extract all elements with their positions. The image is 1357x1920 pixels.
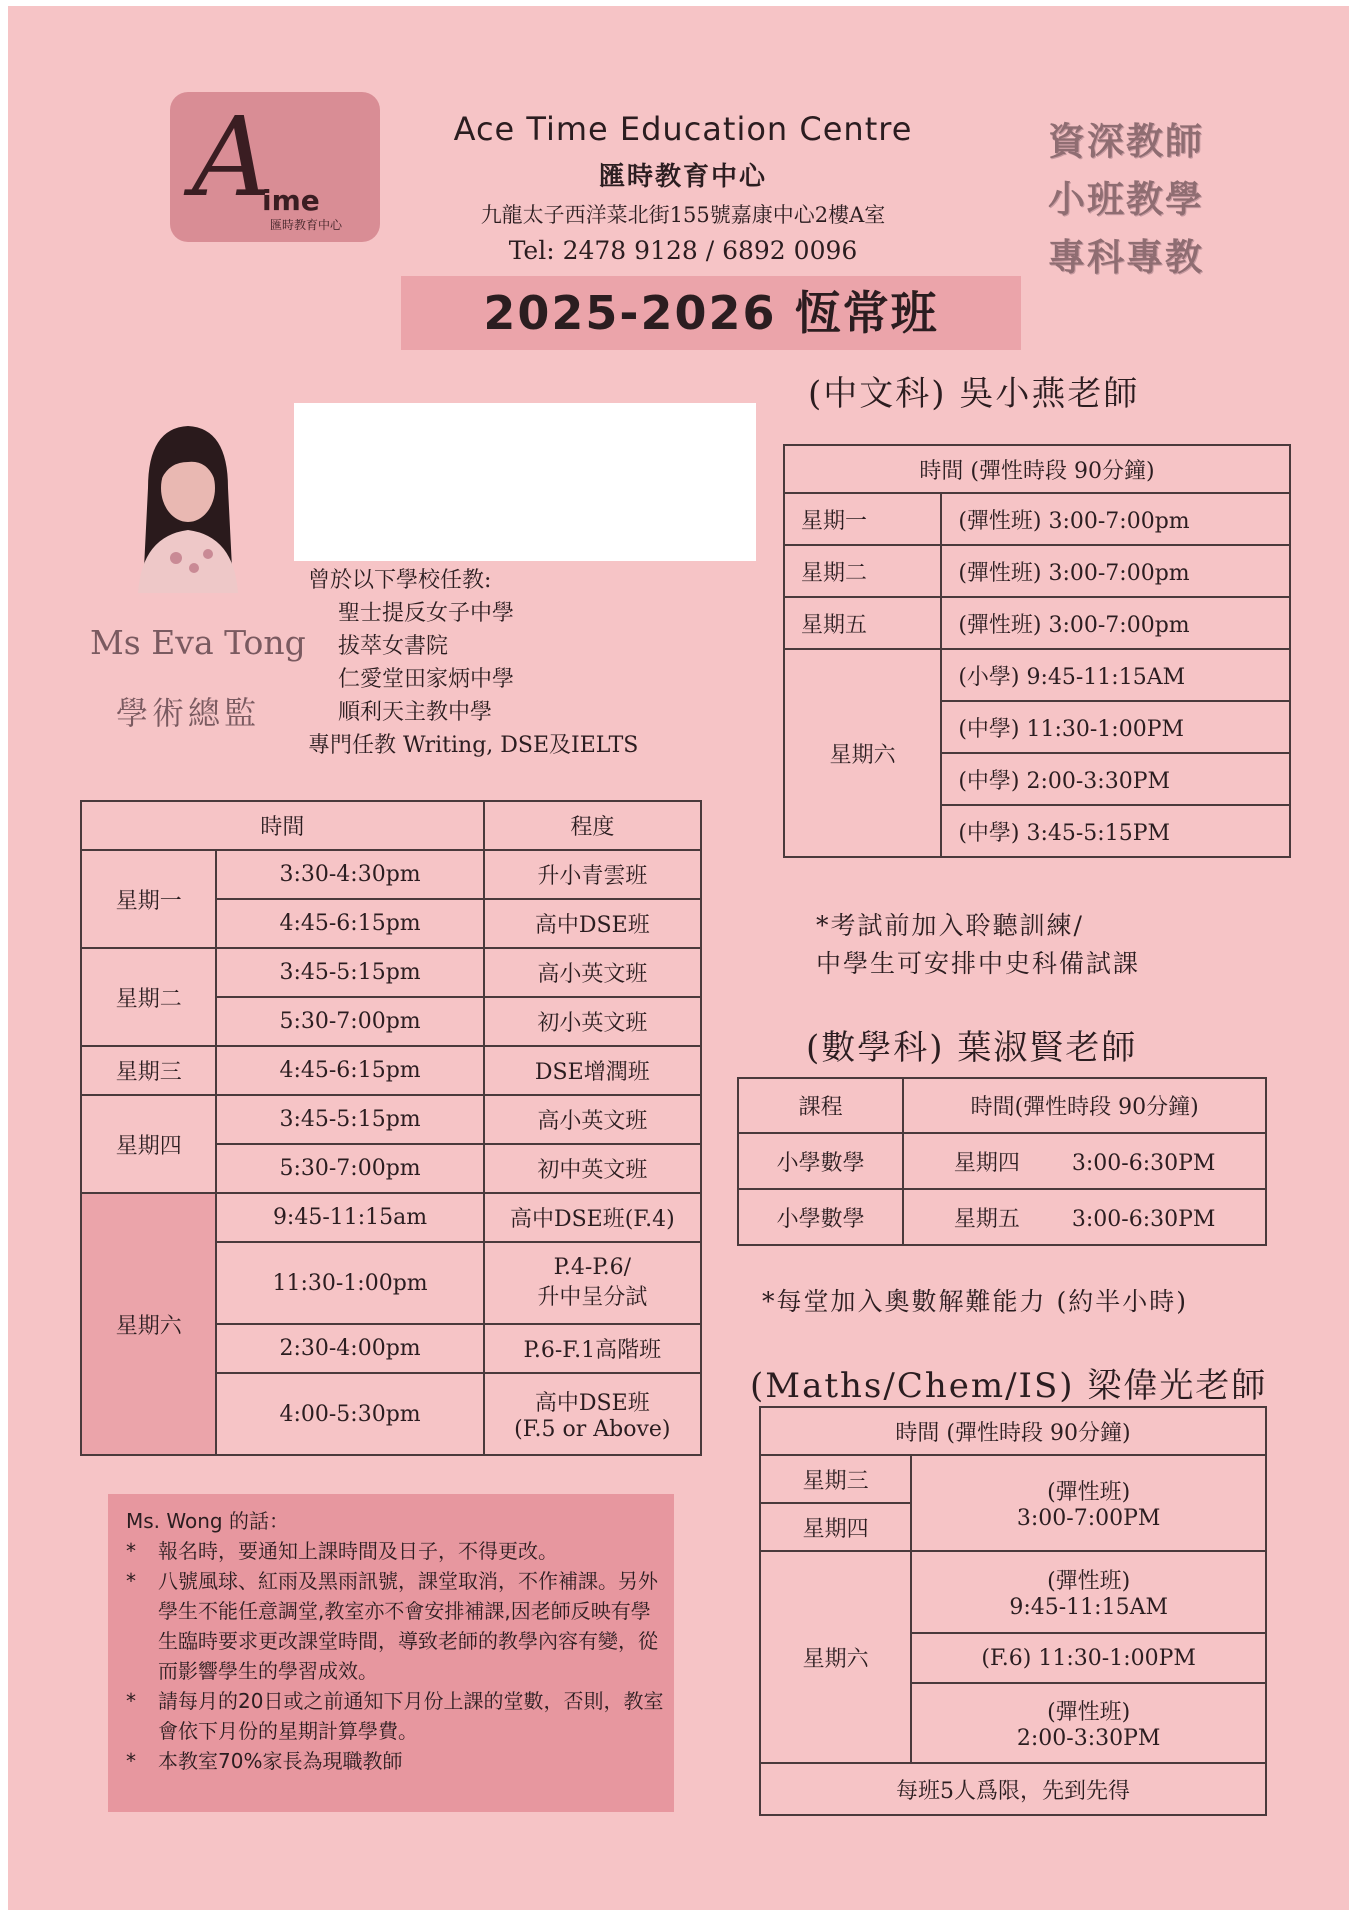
- wong-item-text: 請每月的20日或之前通知下月份上課的堂數，否則，教室會依下月份的星期計算學費。: [158, 1689, 664, 1743]
- centre-english-name: Ace Time Education Centre: [453, 110, 913, 148]
- maths-note: *每堂加入奧數解難能力 (約半小時): [762, 1287, 1188, 1316]
- day-cell: 星期一: [784, 493, 941, 545]
- slot-cell: [911, 1683, 1266, 1763]
- slot-cell: (彈性班) 3:00-7:00pm: [941, 493, 1290, 545]
- science-timetable: [759, 1406, 1267, 1816]
- slot-cell: [911, 1551, 1266, 1633]
- wong-item: [126, 1536, 666, 1566]
- time-cell: [903, 1133, 1266, 1189]
- level-cell: [484, 1242, 701, 1324]
- course-cell: 小學數學: [738, 1133, 903, 1189]
- level-cell: 初中英文班: [484, 1144, 701, 1193]
- level-cell: P.6-F.1高階班: [484, 1324, 701, 1373]
- wong-title: Ms. Wong 的話：: [126, 1509, 289, 1533]
- bio-school: 仁愛堂田家炳中學: [338, 667, 515, 692]
- bio-school: 拔萃女書院: [338, 634, 449, 659]
- col-header-time: 時間: [81, 801, 484, 850]
- centre-chinese-name: 匯時教育中心: [598, 162, 767, 192]
- science-heading: (Maths/Chem/IS) 梁偉光老師: [750, 1366, 1268, 1406]
- slot-time: 2:00-3:30PM: [1016, 1726, 1161, 1751]
- wong-item-text: 報名時，要通知上課時間及日子，不得更改。: [158, 1539, 558, 1563]
- logo-glyph-icon: A: [192, 93, 272, 221]
- day-cell: 星期五: [784, 597, 941, 649]
- time-cell: 4:00-5:30pm: [216, 1373, 483, 1455]
- bio-school: 聖士提反女子中學: [338, 601, 515, 626]
- level-line: P.4-P.6/: [553, 1255, 632, 1280]
- level-cell: 高小英文班: [484, 948, 701, 997]
- slot-cell: (中學) 3:45-5:15PM: [941, 805, 1290, 857]
- level-cell: DSE增潤班: [484, 1046, 701, 1095]
- eva-timetable: [80, 800, 702, 1456]
- day-text: 星期四: [953, 1150, 1020, 1176]
- time-text: 3:00-6:30PM: [1071, 1150, 1216, 1176]
- chinese-note-1: *考試前加入聆聽訓練/: [816, 911, 1084, 940]
- level-cell: 高中DSE班: [484, 899, 701, 948]
- flyer-page: [8, 6, 1349, 1910]
- time-cell: 2:30-4:00pm: [216, 1324, 483, 1373]
- teacher-bio: [308, 564, 638, 762]
- wong-item: [126, 1566, 666, 1686]
- bullet-star-icon: *: [126, 1749, 136, 1773]
- level-line: 升中呈分試: [537, 1285, 648, 1310]
- day-cell: 星期四: [81, 1095, 216, 1193]
- day-cell: 星期二: [784, 545, 941, 597]
- day-cell: 星期二: [81, 948, 216, 1046]
- slogans: [1048, 112, 1258, 286]
- day-cell: 星期六: [81, 1193, 216, 1455]
- year-banner: 2025-2026 恆常班: [401, 276, 1021, 350]
- wong-item-text: 八號風球、紅雨及黑雨訊號，課堂取消，不作補課。另外學生不能任意調堂,教室亦不會安排補課,因老師反映有學生臨時要求更改課堂時間，導致老師的教學內容有變，從而影響學生的學習成效。: [158, 1569, 658, 1683]
- maths-heading: (數學科) 葉淑賢老師: [806, 1028, 1138, 1068]
- chinese-note-2: 中學生可安排中史科備試課: [816, 949, 1141, 978]
- time-cell: 3:45-5:15pm: [216, 948, 483, 997]
- centre-logo: [170, 92, 380, 242]
- bullet-star-icon: *: [126, 1689, 136, 1713]
- col-header-level: 程度: [484, 801, 701, 850]
- bio-intro: 曾於以下學校任教:: [308, 568, 492, 593]
- logo-word: ime: [262, 184, 320, 217]
- day-cell: 星期三: [760, 1455, 911, 1503]
- slot-cell: (中學) 2:00-3:30PM: [941, 753, 1290, 805]
- chinese-timetable: [783, 444, 1291, 858]
- time-cell: [903, 1189, 1266, 1245]
- science-footer: 每班5人爲限，先到先得: [760, 1763, 1266, 1815]
- day-cell: 星期一: [81, 850, 216, 948]
- centre-telephone: Tel: 2478 9128 / 6892 0096: [508, 236, 858, 265]
- level-cell: 升小青雲班: [484, 850, 701, 899]
- wong-item: [126, 1686, 666, 1746]
- chinese-table-header: 時間 (彈性時段 90分鐘): [784, 445, 1290, 493]
- bullet-star-icon: *: [126, 1539, 136, 1563]
- level-line: (F.5 or Above): [514, 1417, 671, 1442]
- day-cell: 星期六: [760, 1551, 911, 1763]
- day-cell: 星期三: [81, 1046, 216, 1095]
- slot-time: 9:45-11:15AM: [1009, 1595, 1168, 1620]
- centre-address: 九龍太子西洋菜北街155號嘉康中心2樓A室: [480, 203, 886, 227]
- time-cell: 11:30-1:00pm: [216, 1242, 483, 1324]
- flex-label: (彈性班): [1047, 1480, 1131, 1505]
- time-cell: 3:30-4:30pm: [216, 850, 483, 899]
- level-cell: 高中DSE班(F.4): [484, 1193, 701, 1242]
- flex-label: (彈性班): [1047, 1700, 1131, 1725]
- slot-cell: [911, 1455, 1266, 1551]
- logo-subtitle: 匯時教育中心: [270, 218, 343, 232]
- time-cell: 9:45-11:15am: [216, 1193, 483, 1242]
- slot-cell: (彈性班) 3:00-7:00pm: [941, 597, 1290, 649]
- slogan-2: 小班教學: [1048, 177, 1204, 221]
- slot-time: 3:00-7:00PM: [1016, 1506, 1161, 1531]
- redacted-area: [294, 403, 756, 561]
- level-cell: [484, 1373, 701, 1455]
- time-cell: 5:30-7:00pm: [216, 1144, 483, 1193]
- science-table-header: 時間 (彈性時段 90分鐘): [760, 1407, 1266, 1455]
- time-text: 3:00-6:30PM: [1071, 1206, 1216, 1232]
- slot-cell: (彈性班) 3:00-7:00pm: [941, 545, 1290, 597]
- slogan-1: 資深教師: [1048, 119, 1204, 163]
- chinese-heading: (中文科) 吳小燕老師: [808, 374, 1140, 414]
- maths-header-course: 課程: [738, 1078, 903, 1133]
- wong-item-text: 本教室70%家長為現職教師: [158, 1749, 403, 1773]
- wong-notes-box: [108, 1494, 674, 1812]
- level-cell: 初小英文班: [484, 997, 701, 1046]
- bio-school: 順利天主教中學: [338, 700, 493, 725]
- slot-cell: (F.6) 11:30-1:00PM: [911, 1633, 1266, 1683]
- day-cell: 星期四: [760, 1503, 911, 1551]
- time-cell: 4:45-6:15pm: [216, 1046, 483, 1095]
- maths-header-time: 時間(彈性時段 90分鐘): [903, 1078, 1266, 1133]
- wong-item: [126, 1746, 666, 1776]
- day-text: 星期五: [953, 1206, 1020, 1232]
- level-cell: 高小英文班: [484, 1095, 701, 1144]
- slot-cell: (小學) 9:45-11:15AM: [941, 649, 1290, 701]
- time-cell: 5:30-7:00pm: [216, 997, 483, 1046]
- level-line: 高中DSE班: [534, 1391, 650, 1416]
- time-cell: 3:45-5:15pm: [216, 1095, 483, 1144]
- bullet-star-icon: *: [126, 1569, 136, 1593]
- day-cell: 星期六: [784, 649, 941, 857]
- flex-label: (彈性班): [1047, 1569, 1131, 1594]
- teacher-title: 學術總監: [116, 694, 261, 732]
- slot-cell: (中學) 11:30-1:00PM: [941, 701, 1290, 753]
- maths-timetable: [737, 1077, 1267, 1246]
- bio-specialty: 專門任教 Writing, DSE及IELTS: [308, 733, 639, 758]
- course-cell: 小學數學: [738, 1189, 903, 1245]
- slogan-3: 專科專教: [1048, 235, 1204, 279]
- time-cell: 4:45-6:15pm: [216, 899, 483, 948]
- teacher-photo: [128, 418, 248, 593]
- teacher-name: Ms Eva Tong: [90, 623, 306, 662]
